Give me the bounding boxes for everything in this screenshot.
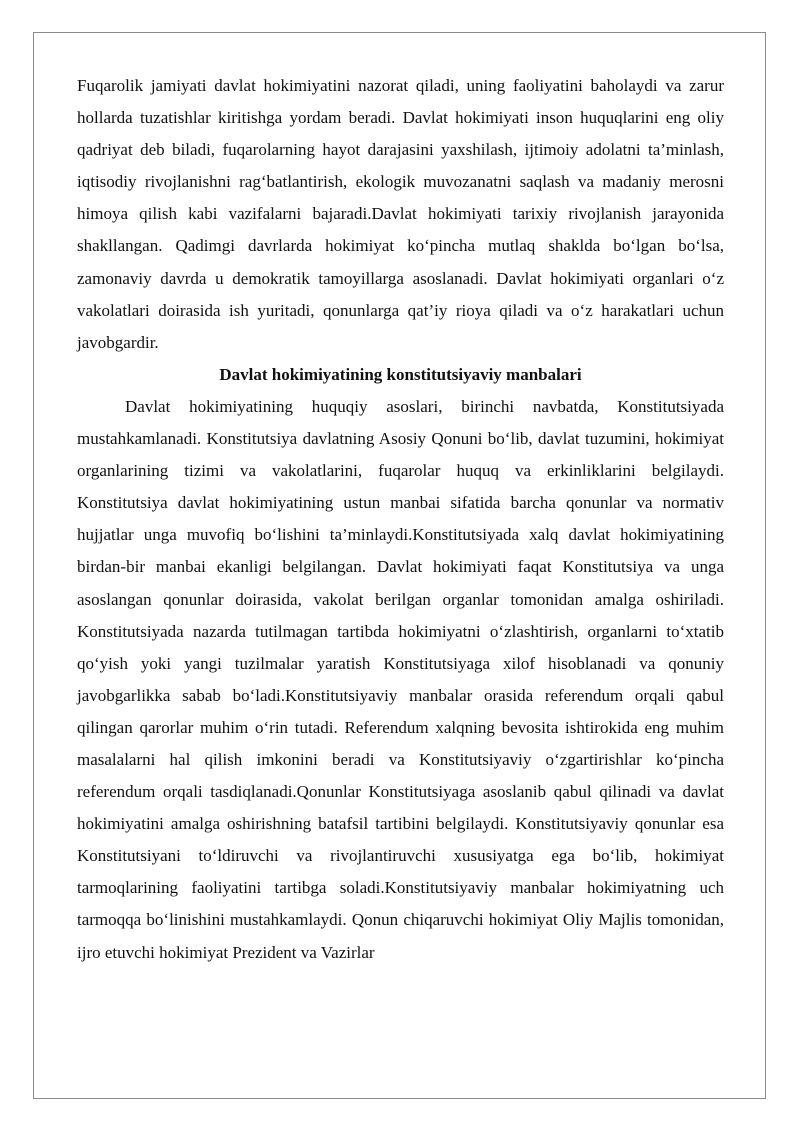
intro-paragraph: Fuqarolik jamiyati davlat hokimiyatini nazorat qiladi, uning faoliyatini baholaydi va zarur hollarda tuzatishlar kiritishga yordam beradi. Davlat hokimiyati inson huquqlarini eng oliy qadriyat deb biladi, fuqarolarning hayot darajasini yaxshilash, ijtimoiy adolatni ta’minlash, iqtisodiy rivojlanishni rag‘batlantirish, ekologik muvozanatni saqlash va madaniy merosni himoya qilish kabi vazifalarni bajaradi.Davlat hokimiyati tarixiy rivojlanish jarayonida shakllangan. Qadimgi davrlarda hokimiyat ko‘pincha mutlaq shaklda bo‘lgan bo‘lsa, zamonaviy davrda u demokratik tamoyillarga asoslanadi. Davlat hokimiyati organlari o‘z vakolatlari doirasida ish yuritadi, qonunlarga qat’iy rioya qiladi va o‘z harakatlari uchun javobgardir. [77,76,724,352]
section-heading: Davlat hokimiyatining konstitutsiyaviy manbalari [219,364,582,384]
body-paragraph: Davlat hokimiyatining huquqiy asoslari, birinchi navbatda, Konstitutsiyada mustahkamlanadi. Konstitutsiya davlatning Asosiy Qonuni bo‘lib, davlat tuzumini, hokimiyat organlarining tizimi va vakolatlarini, fuqarolar huquq va erkinliklarini belgilaydi. Konstitutsiya davlat hokimiyatining ustun manbai sifatida barcha qonunlar va normativ hujjatlar unga muvofiq bo‘lishini ta’minlaydi.Konstitutsiyada xalq davlat hokimiyatining birdan-bir manbai ekanligi belgilangan. Davlat hokimiyati faqat Konstitutsiya va unga asoslangan qonunlar doirasida, vakolat berilgan organlar tomonidan amalga oshiriladi. Konstitutsiyada nazarda tutilmagan tartibda hokimiyatni o‘zlashtirish, organlarni to‘xtatib qo‘yish yoki yangi tuzilmalar yaratish Konstitutsiyaga xilof hisoblanadi va qonuniy javobgarlikka sabab bo‘ladi.Konstitutsiyaviy manbalar orasida referendum orqali qabul qilingan qarorlar muhim o‘rin tutadi. Referendum xalqning bevosita ishtirokida eng muhim masalalarni hal qilish imkonini beradi va Konstitutsiyaviy o‘zgartirishlar ko‘pincha referendum orqali tasdiqlanadi.Qonunlar Konstitutsiyaga asoslanib qabul qilinadi va davlat hokimiyatini amalga oshirishning batafsil tartibini belgilaydi. Konstitutsiyaviy qonunlar esa Konstitutsiyani to‘ldiruvchi va rivojlantiruvchi xususiyatga ega bo‘lib, hokimiyat tarmoqlarining faoliyatini tartibga soladi.Konstitutsiyaviy manbalar hokimiyatning uch tarmoqqa bo‘linishini mustahkamlaydi. Qonun chiqaruvchi hokimiyat Oliy Majlis tomonidan, ijro etuvchi hokimiyat Prezident va Vazirlar [77,396,724,962]
document-body [77,70,724,969]
